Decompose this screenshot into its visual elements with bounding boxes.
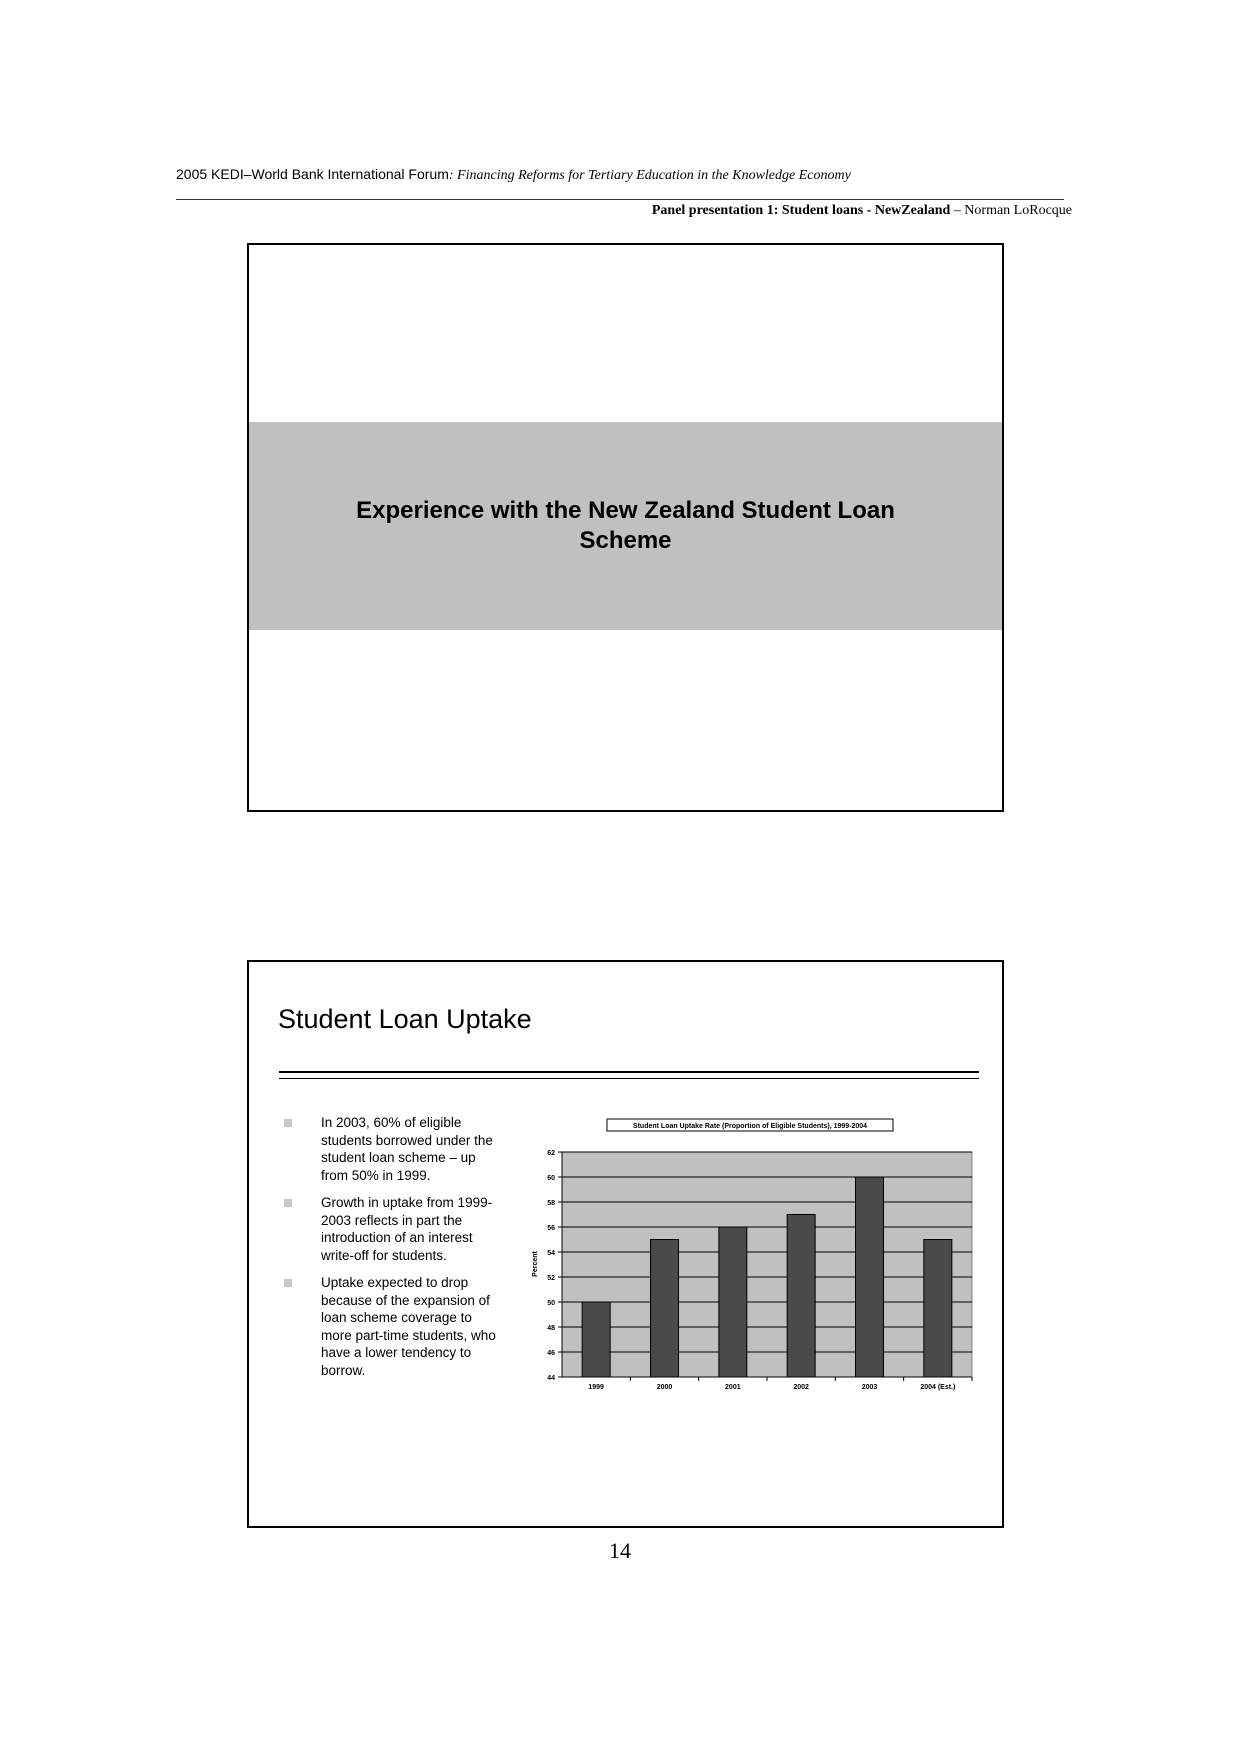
chart-y-tick-label: 46 — [547, 1350, 555, 1357]
slide-loan-uptake — [247, 960, 1004, 1528]
chart-bar — [856, 1177, 884, 1377]
slide-heading: Student Loan Uptake — [278, 1004, 532, 1034]
chart-y-tick-label: 56 — [547, 1225, 555, 1232]
chart-bar — [787, 1215, 815, 1378]
forum-subtitle: : Financing Reforms for Tertiary Education in the Knowledge Economy — [448, 168, 851, 183]
chart-bar — [924, 1240, 952, 1378]
chart-x-tick-label: 2003 — [861, 1384, 878, 1391]
chart-x-tick-label: 2000 — [656, 1384, 673, 1391]
uptake-bar-chart — [249, 962, 1002, 1526]
chart-x-tick-label: 1999 — [588, 1384, 604, 1391]
bullet-text: Growth in uptake from 1999-2003 reflects in part the introduction of an interest write-off for students. — [321, 1195, 493, 1263]
chart-y-tick-label: 60 — [547, 1175, 555, 1182]
slide-title-heading: Experience with the New Zealand Student Loan Scheme — [356, 497, 895, 554]
document-header — [176, 166, 851, 184]
panel-title: Panel presentation 1: Student loans - NewZealand — [651, 203, 951, 218]
chart-y-tick-label: 54 — [547, 1250, 555, 1257]
chart-y-tick-label: 52 — [547, 1275, 555, 1282]
page-number: 14 — [609, 1538, 631, 1563]
chart-y-tick-label: 62 — [547, 1150, 555, 1157]
chart-x-tick-label: 2002 — [793, 1384, 809, 1391]
chart-bar — [719, 1227, 747, 1377]
chart-plot-area — [562, 1152, 972, 1377]
chart-y-tick-label: 44 — [547, 1375, 555, 1382]
panel-author: – Norman LoRocque — [950, 203, 1072, 218]
chart-x-tick-label: 2001 — [725, 1384, 741, 1391]
chart-x-tick-label: 2004 (Est.) — [920, 1384, 956, 1391]
chart-bar — [582, 1302, 610, 1377]
bullet-text: Uptake expected to drop because of the expansion of loan scheme coverage to more part-time students, who have a lower tendency to borrow. — [321, 1275, 496, 1378]
chart-y-tick-label: 58 — [547, 1200, 555, 1207]
chart-y-axis-label: Percent — [532, 1251, 539, 1277]
title-band — [249, 422, 1002, 630]
panel-header — [652, 203, 1072, 219]
header-divider — [176, 199, 1064, 200]
forum-name: 2005 KEDI–World Bank International Forum — [176, 166, 449, 182]
chart-title: Student Loan Uptake Rate (Proportion of Eligible Students), 1999-2004 — [632, 1123, 868, 1130]
bullet-text: In 2003, 60% of eligible students borrowed under the student loan scheme – up from 50% in 1999. — [321, 1115, 493, 1183]
chart-bar — [651, 1240, 679, 1378]
chart-y-tick-label: 50 — [547, 1300, 555, 1307]
slide-title — [247, 243, 1004, 812]
chart-y-tick-label: 48 — [547, 1325, 555, 1332]
